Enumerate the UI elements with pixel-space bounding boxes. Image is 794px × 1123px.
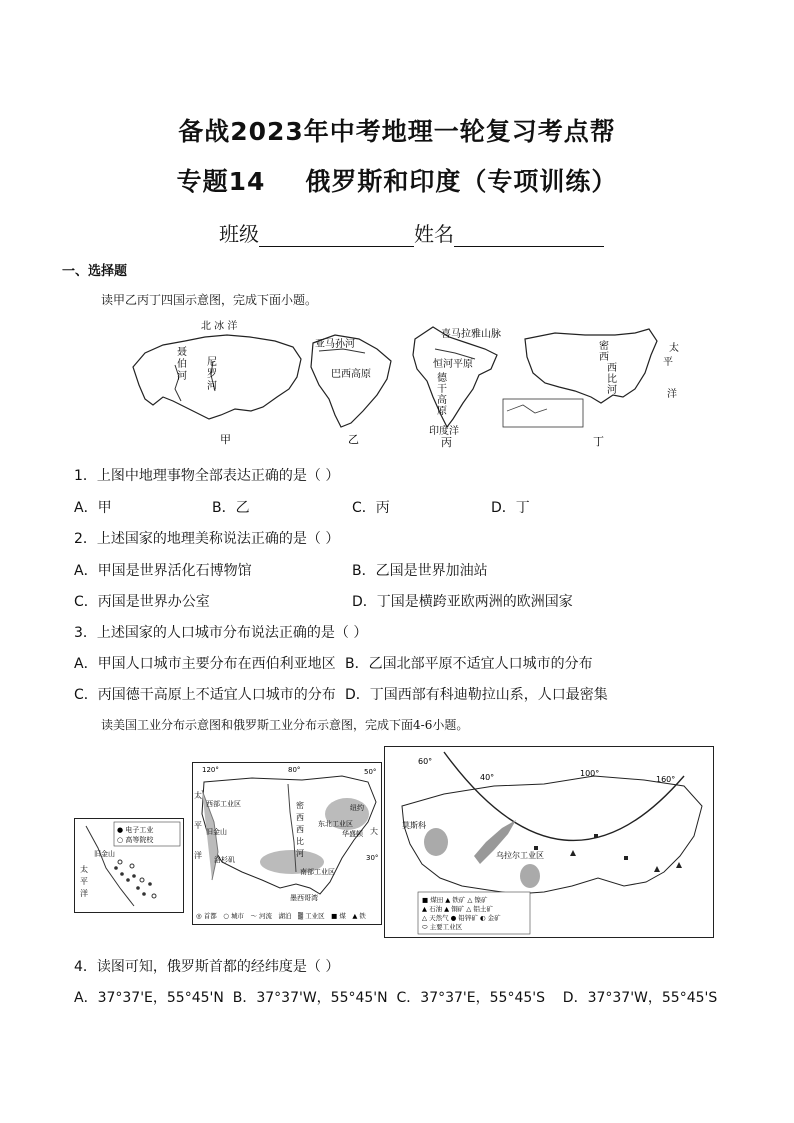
usa-river-2: 西 (599, 352, 609, 363)
us-river-2: 西 (296, 813, 304, 822)
us-gulf: 墨西哥湾 (290, 894, 318, 902)
russia-label-e: 罗 (207, 369, 217, 380)
us-dc: 华盛顿 (342, 830, 363, 838)
us-sf: 旧金山 (206, 828, 227, 836)
ru-legend-2: ▲ 石油 ▲ 铜矿 △ 铝土矿 (422, 905, 493, 913)
q3-option-a[interactable]: A．甲国人口城市主要分布在西伯利亚地区 (74, 656, 336, 672)
us-deg-80: 80° (288, 766, 301, 774)
usa-river-3: 西 (607, 363, 617, 374)
russia-ocean-label: 北 冰 洋 (201, 321, 238, 332)
us-deg-50: 50° (364, 768, 377, 776)
us-ny: 纽约 (350, 804, 364, 812)
q3-option-d[interactable]: D．丁国西部有科迪勒拉山系，人口最密集 (345, 687, 608, 703)
q4-options[interactable]: A．37°37'E，55°45'N B．37°37'W，55°45'N C．37°37'E，55°45'S D．37°37'W，55°45'S (74, 990, 718, 1006)
india-plateau-1: 德 (437, 373, 447, 384)
inset-legend-2: ○ 高等院校 (117, 836, 154, 844)
q1-option-a[interactable]: A．甲 (74, 500, 112, 516)
brazil-river-label: 亚马孙河 (315, 339, 355, 350)
india-plateau-4: 原 (437, 406, 447, 417)
q3-option-c[interactable]: C．丙国德干高原上不适宜人口城市的分布 (74, 687, 336, 703)
q3-option-b[interactable]: B．乙国北部平原不适宜人口城市的分布 (345, 656, 593, 672)
class-label: 班级 (219, 222, 259, 246)
us-river-4: 比 (296, 837, 304, 846)
inset-pac-3: 洋 (80, 889, 88, 898)
us-south-region: 南部工业区 (300, 868, 335, 876)
inset-legend-1: ● 电子工业 (117, 826, 154, 834)
section-heading: 一、选择题 (62, 264, 128, 279)
usa-ocean-1: 太 (669, 343, 679, 354)
question-1: 1．上图中地理事物全部表达正确的是（ ） (74, 468, 340, 484)
q1-option-b[interactable]: B．乙 (212, 500, 250, 516)
us-deg-30: 30° (366, 854, 379, 862)
india-plain-label: 恒河平原 (433, 359, 473, 370)
map-label-ding: 丁 (593, 435, 604, 448)
inset-pac-1: 太 (80, 865, 88, 874)
russia-industry-map (384, 746, 714, 938)
russia-label-d: 尼 (207, 357, 217, 368)
us-ne-region: 东北工业区 (318, 820, 353, 828)
usa-river-4: 比 (607, 374, 617, 385)
question-4: 4．读图可知，俄罗斯首都的经纬度是（ ） (74, 959, 340, 975)
question-2: 2．上述国家的地理美称说法正确的是（ ） (74, 531, 340, 547)
ru-moscow: 莫斯科 (402, 821, 426, 830)
name-label: 姓名 (414, 222, 454, 246)
map-russia (133, 319, 301, 446)
usa-river-1: 密 (599, 341, 609, 352)
map-india (413, 327, 501, 449)
topic-number: 专题14 (176, 167, 266, 196)
india-ocean-label: 印度洋 (429, 426, 459, 437)
q2-option-b[interactable]: B．乙国是世界加油站 (352, 563, 488, 579)
russia-label-c: 河 (177, 371, 187, 382)
russia-label-f: 河 (207, 381, 217, 392)
ru-legend-4: ⬭ 主要工业区 (422, 923, 463, 931)
q2-option-c[interactable]: C．丙国是世界办公室 (74, 594, 210, 610)
us-la: 洛杉矶 (214, 856, 235, 864)
us-pac-1: 太 (194, 791, 202, 800)
ru-deg-100: 100° (580, 769, 600, 778)
brazil-plateau-label: 巴西高原 (331, 369, 371, 380)
inset-pac-2: 平 (80, 877, 88, 886)
silicon-valley-inset (74, 818, 184, 913)
usa-river-5: 河 (607, 385, 617, 396)
map-usa (503, 329, 679, 448)
class-name-line (219, 218, 604, 247)
intro-text-2: 读美国工业分布示意图和俄罗斯工业分布示意图，完成下面4-6小题。 (101, 718, 469, 732)
usa-ocean-2: 平 (663, 357, 673, 368)
ru-legend-1: ■ 煤田 ▲ 铁矿 △ 镍矿 (422, 896, 488, 904)
q1-option-c[interactable]: C．丙 (352, 500, 390, 516)
us-legend: ◎ 首都 ○ 城市 ～ 河流 湖泊 ▒ 工业区 ■ 煤 ▲ 铁 (196, 912, 366, 920)
ru-deg-60: 60° (418, 757, 433, 766)
us-industry-map (192, 762, 382, 925)
us-pac-2: 平 (194, 821, 202, 830)
ru-deg-40: 40° (480, 773, 495, 782)
us-river-1: 密 (296, 801, 304, 810)
us-river-5: 河 (296, 849, 304, 858)
four-country-maps (115, 315, 695, 455)
q1-option-d[interactable]: D．丁 (491, 500, 530, 516)
map-brazil (311, 335, 391, 446)
us-pac-3: 洋 (194, 851, 202, 860)
us-west-region: 西部工业区 (206, 800, 241, 808)
name-blank[interactable] (454, 226, 604, 247)
map-label-jia: 甲 (220, 433, 231, 446)
us-deg-120: 120° (202, 766, 219, 774)
us-river-3: 西 (296, 825, 304, 834)
india-mtn-label: 喜马拉雅山脉 (441, 329, 501, 340)
india-plateau-3: 高 (437, 395, 447, 406)
question-3: 3．上述国家的人口城市分布说法正确的是（ ） (74, 625, 368, 641)
us-atlantic: 大 (370, 827, 378, 836)
russia-label-b: 伯 (177, 359, 187, 370)
russia-label-a: 聂 (177, 347, 187, 358)
india-plateau-2: 干 (437, 384, 447, 395)
q2-option-d[interactable]: D．丁国是横跨亚欧两洲的欧洲国家 (352, 594, 573, 610)
usa-ocean-3: 洋 (667, 389, 677, 400)
topic-name: 俄罗斯和印度（专项训练） (305, 167, 618, 196)
class-blank[interactable] (259, 226, 414, 247)
intro-text-1: 读甲乙丙丁四国示意图，完成下面小题。 (101, 293, 318, 307)
map-label-yi: 乙 (348, 433, 359, 446)
ru-deg-160: 160° (656, 775, 676, 784)
ru-ural: 乌拉尔工业区 (496, 851, 544, 860)
map-label-bing: 丙 (441, 436, 452, 449)
inset-sf: 旧金山 (94, 850, 115, 858)
ru-legend-3: △ 天然气 ● 铅锌矿 ◐ 金矿 (422, 914, 501, 922)
page-subtitle (0, 162, 794, 198)
page-title: 备战2023年中考地理一轮复习考点帮 (178, 117, 616, 146)
q2-option-a[interactable]: A．甲国是世界活化石博物馆 (74, 563, 252, 579)
